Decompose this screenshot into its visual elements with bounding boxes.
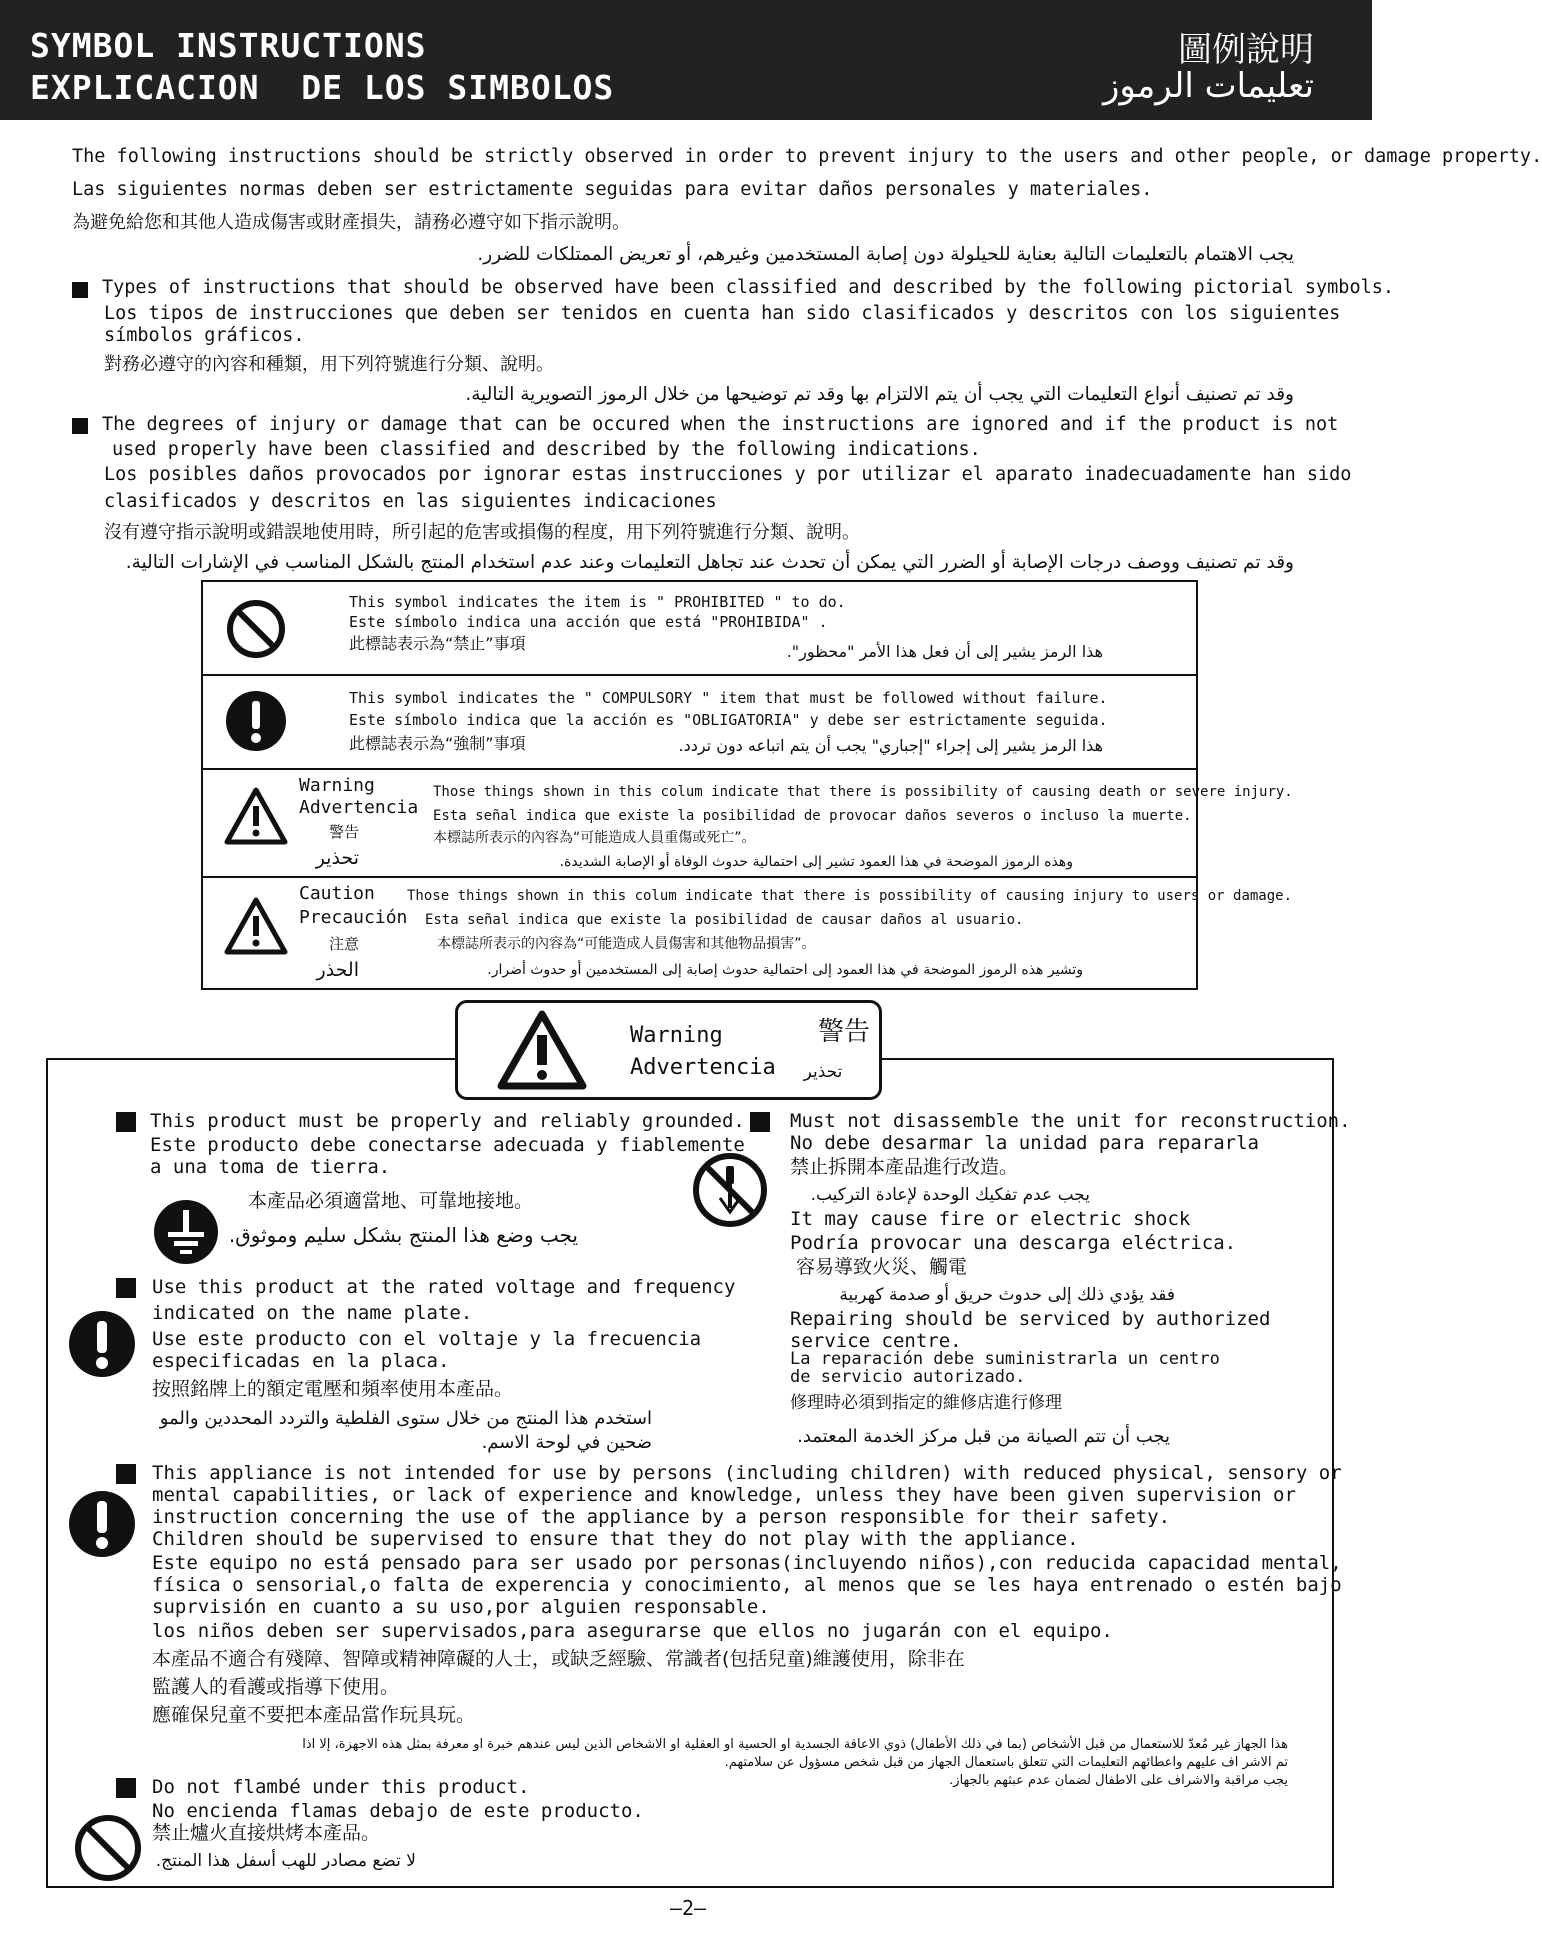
prohibited-zh: 此標誌表示為“禁止”事項 [349,634,526,653]
warning-label-box [455,1000,882,1100]
degrees-es-2: clasificados y descritos en las siguientes indicaciones [104,491,717,512]
warning-section [46,1055,1351,1888]
caution-label-en: Caution [299,883,375,904]
bullet [116,1112,136,1132]
bullet [116,1278,136,1298]
header-title-ar: تعليمات الرموز [1103,66,1314,106]
disassemble-en-2: It may cause fire or electric shock [790,1208,1191,1230]
warning-box-zh: 警告 [818,1017,871,1047]
degrees-en-2: used properly have been classified and described by the following indications. [112,439,981,460]
degrees-zh: 沒有遵守指示說明或錯誤地使用時，所引起的危害或損傷的程度，用下列符號進行分類、說明。 [104,522,860,543]
voltage-es-1: Use este producto con el voltaje y la frecuencia [152,1328,702,1350]
symbol-row-caution [201,876,1293,990]
compulsory-icon [68,1310,136,1378]
compulsory-es: Este símbolo indica que la acción es "OBLIGATORIA" y debe ser estrictamente seguida. [349,711,1108,729]
prohibited-icon [225,598,287,660]
symbol-row-warning [201,768,1293,878]
disassemble-zh-2: 容易導致火災、觸電 [796,1256,968,1278]
warning-es: Esta señal indica que existe la posibilidad de provocar daños severos o incluso la muerte. [433,808,1192,824]
caution-en: Those things shown in this colum indicate that there is possibility of causing injury to users or damage. [407,888,1293,904]
caution-zh: 本標誌所表示的內容為“可能造成人員傷害和其他物品損害”。 [437,936,816,952]
disassemble-es: No debe desarmar la unidad para repararla [790,1132,1259,1154]
caution-triangle-icon [223,896,289,956]
intro-es: Las siguientes normas deben ser estrictamente seguidas para evitar daños personales y materiales. [72,179,1153,200]
caution-label-zh: 注意 [329,935,360,953]
warning-triangle-icon [223,786,289,846]
warning-en: Those things shown in this colum indicate that there is possibility of causing death or severe injury. [433,784,1293,800]
voltage-en-1: Use this product at the rated voltage and frequency [152,1276,736,1298]
compulsory-icon [68,1490,136,1558]
ground-es-2: a una toma de tierra. [150,1156,391,1178]
children-en-1: This appliance is not intended for use by persons (including children) with reduced physical, sensory or [152,1462,1342,1484]
header-title-en: SYMBOL INSTRUCTIONS [30,26,427,65]
bullet [116,1464,136,1484]
disassemble-es-3a: La reparación debe suministrarla un centro [790,1349,1220,1369]
caution-ar: وتشير هذه الرموز الموضحة في هذا العمود إلى احتمالية حدوث إصابة إلى المستخدمين أو حدوث أضرار. [487,962,1083,978]
warning-ar: وهذه الرموز الموضحة في هذا العمود تشير إلى احتمالية حدوث الوفاة أو الإصابة الشديدة. [559,854,1073,870]
page-number: —2— [669,1896,707,1920]
compulsory-en: This symbol indicates the " COMPULSORY " item that must be followed without failure. [349,689,1108,707]
warning-zh: 本標誌所表示的內容為“可能造成人員重傷或死亡”。 [433,830,756,846]
flambe-en: Do not flambé under this product. [152,1776,530,1798]
children-es-3: suprvisión en cuanto a su uso,por alguien responsable. [152,1596,770,1618]
warning-box-es: Advertencia [630,1055,776,1080]
types-zh: 對務必遵守的內容和種類，用下列符號進行分類、說明。 [104,354,554,375]
voltage-en-2: indicated on the name plate. [152,1302,473,1324]
ground-es-1: Este producto debe conectarse adecuada y fiablemente [150,1134,745,1156]
intro-zh: 為避免給您和其他人造成傷害或財產損失，請務必遵守如下指示說明。 [72,212,630,233]
children-ar-1: هذا الجهاز غير مُعدّ للاستعمال من قبل الأشخاص (بما في ذلك الأطفال) ذوي الاعاقة الجسدية او الحسية او العقلية او الاشخاص الذين ليس عندهم خبرة او معرفة بمثل هذه الاجهزة، إلا اذا [302,1737,1288,1752]
compulsory-icon [225,690,287,752]
flambe-ar: لا تضع مصادر للهب أسفل هذا المنتج. [155,1851,416,1871]
types-en: Types of instructions that should be observed have been classified and described by the following pictorial symbols. [102,277,1395,298]
header-bar [0,0,1372,120]
disassemble-en: Must not disassemble the unit for reconstruction. [790,1110,1351,1132]
caution-label-es: Precaución [299,907,408,928]
children-en-3: instruction concerning the use of the appliance by a person responsible for their safety. [152,1506,1171,1528]
ground-ar: يجب وضع هذا المنتج بشكل سليم وموثوق. [228,1223,578,1247]
symbol-row-prohibited [201,580,1198,676]
voltage-ar-2: ضحين في لوحة الاسم. [481,1432,652,1453]
degrees-es-1: Los posibles daños provocados por ignorar estas instrucciones y por utilizar el aparato inadecuadamente han sido [104,464,1352,485]
children-en-2: mental capabilities, or lack of experience and knowledge, unless they have been given supervision or [152,1484,1296,1506]
header-title-zh: 圖例說明 [1178,30,1314,70]
prohibited-ar: هذا الرمز يشير إلى أن فعل هذا الأمر "محظور". [786,642,1103,661]
voltage-ar-1: استخدم هذا المنتج من خلال ستوى الفلطية والتردد المحددين والمو [159,1408,652,1429]
ground-en: This product must be properly and reliably grounded. [150,1110,745,1132]
children-ar-3: يجب مراقبة والاشراف على الاطفال لضمان عدم عبثهم بالجهاز. [949,1773,1288,1788]
children-ar-2: تم الاشر اف عليهم واعطائهم التعليمات التي تتعلق باستعمال الجهاز من قبل شخص مسؤول عن سلامتهم. [724,1755,1288,1770]
children-es-4: los niños deben ser supervisados,para asegurarse que ellos no jugarán con el equipo. [152,1620,1113,1642]
degrees-ar: وقد تم تصنيف ووصف درجات الإصابة أو الضرر التي يمكن أن تحدث عند تجاهل التعليمات وعند عدم استخدام المنتج بالشكل المناسب في الإشارات التالية. [125,552,1294,573]
ground-icon [152,1198,220,1266]
warning-box-ar: تحذير [803,1062,843,1082]
types-es-2: símbolos gráficos. [104,325,305,346]
header-title-es: EXPLICACION DE LOS SIMBOLOS [30,68,615,107]
children-zh-3: 應確保兒童不要把本產品當作玩具玩。 [152,1704,476,1726]
disassemble-ar-2: فقد يؤدي ذلك إلى حدوث حريق أو صدمة كهربية [839,1285,1175,1305]
bullet [750,1112,770,1132]
disassemble-zh-3: 修理時必須到指定的維修店進行修理 [790,1393,1062,1413]
ground-zh: 本產品必須適當地、可靠地接地。 [248,1190,534,1212]
children-es-1: Este equipo no está pensado para ser usado por personas(incluyendo niños),con reducida capacidad mental, [152,1552,1342,1574]
flambe-es: No encienda flamas debajo de este producto. [152,1800,644,1822]
flambe-zh: 禁止爐火直接烘烤本產品。 [152,1822,381,1844]
compulsory-ar: هذا الرمز يشير إلى إجراء "إجباري" يجب أن يتم اتباعه دون تردد. [678,736,1103,755]
children-es-2: física o sensorial,o falta de experencia y conocimiento, al menos que se les haya entrenado o estén bajo [152,1574,1342,1596]
degrees-en-1: The degrees of injury or damage that can be occured when the instructions are ignored and if the product is not [102,414,1339,435]
children-en-4: Children should be supervised to ensure that they do not play with the appliance. [152,1528,1079,1550]
no-disassemble-icon [690,1150,770,1230]
bullet [72,418,88,434]
children-zh-2: 監護人的看護或指導下使用。 [152,1676,400,1698]
voltage-zh: 按照銘牌上的額定電壓和頻率使用本產品。 [152,1378,514,1400]
warning-label-ar: تحذير [315,847,359,869]
disassemble-ar: يجب عدم تفكيك الوحدة لإعادة التركيب. [810,1185,1090,1205]
bullet [116,1778,136,1798]
intro-en: The following instructions should be strictly observed in order to prevent injury to the users and other people, or damage property. [72,146,1542,167]
warning-label-en: Warning [299,775,375,796]
prohibited-es: Este símbolo indica una acción que está "PROHIBIDA" . [349,613,828,631]
symbol-row-compulsory [201,674,1198,770]
types-ar: وقد تم تصنيف أنواع التعليمات التي يجب أن يتم الالتزام بها وقد تم توضيحها من خلال الرموز التصويرية التالية. [465,384,1294,405]
intro-ar: يجب الاهتمام بالتعليمات التالية بعناية للحيلولة دون إصابة المستخدمين وغيرهم، أو تعريض الممتلكات للضرر. [477,244,1294,265]
disassemble-ar-3: يجب أن تتم الصيانة من قبل مركز الخدمة المعتمد. [797,1426,1170,1447]
disassemble-es-2: Podría provocar una descarga eléctrica. [790,1232,1237,1254]
disassemble-en-3b: service centre. [790,1330,962,1352]
warning-triangle-icon [496,1009,588,1091]
disassemble-zh: 禁止拆開本產品進行改造。 [790,1156,1019,1178]
prohibited-icon [72,1812,144,1884]
disassemble-es-3b: de servicio autorizado. [790,1367,1026,1387]
compulsory-zh: 此標誌表示為“強制”事項 [349,734,526,753]
caution-label-ar: الحذر [316,959,359,981]
warning-label-zh: 警告 [329,823,360,841]
warning-label-es: Advertencia [299,797,419,818]
disassemble-en-3a: Repairing should be serviced by authorized [790,1308,1271,1330]
children-zh-1: 本產品不適合有殘障、智障或精神障礙的人士，或缺乏經驗、常識者(包括兒童)維護使用，除非在 [152,1648,965,1670]
prohibited-en: This symbol indicates the item is " PROHIBITED " to do. [349,593,846,611]
types-es-1: Los tipos de instrucciones que deben ser tenidos en cuenta han sido clasificados y descritos con los siguientes [104,303,1341,324]
voltage-es-2: especificadas en la placa. [152,1350,450,1372]
bullet [72,282,88,298]
caution-es: Esta señal indica que existe la posibilidad de causar daños al usuario. [425,912,1024,928]
warning-box-en: Warning [630,1023,723,1048]
